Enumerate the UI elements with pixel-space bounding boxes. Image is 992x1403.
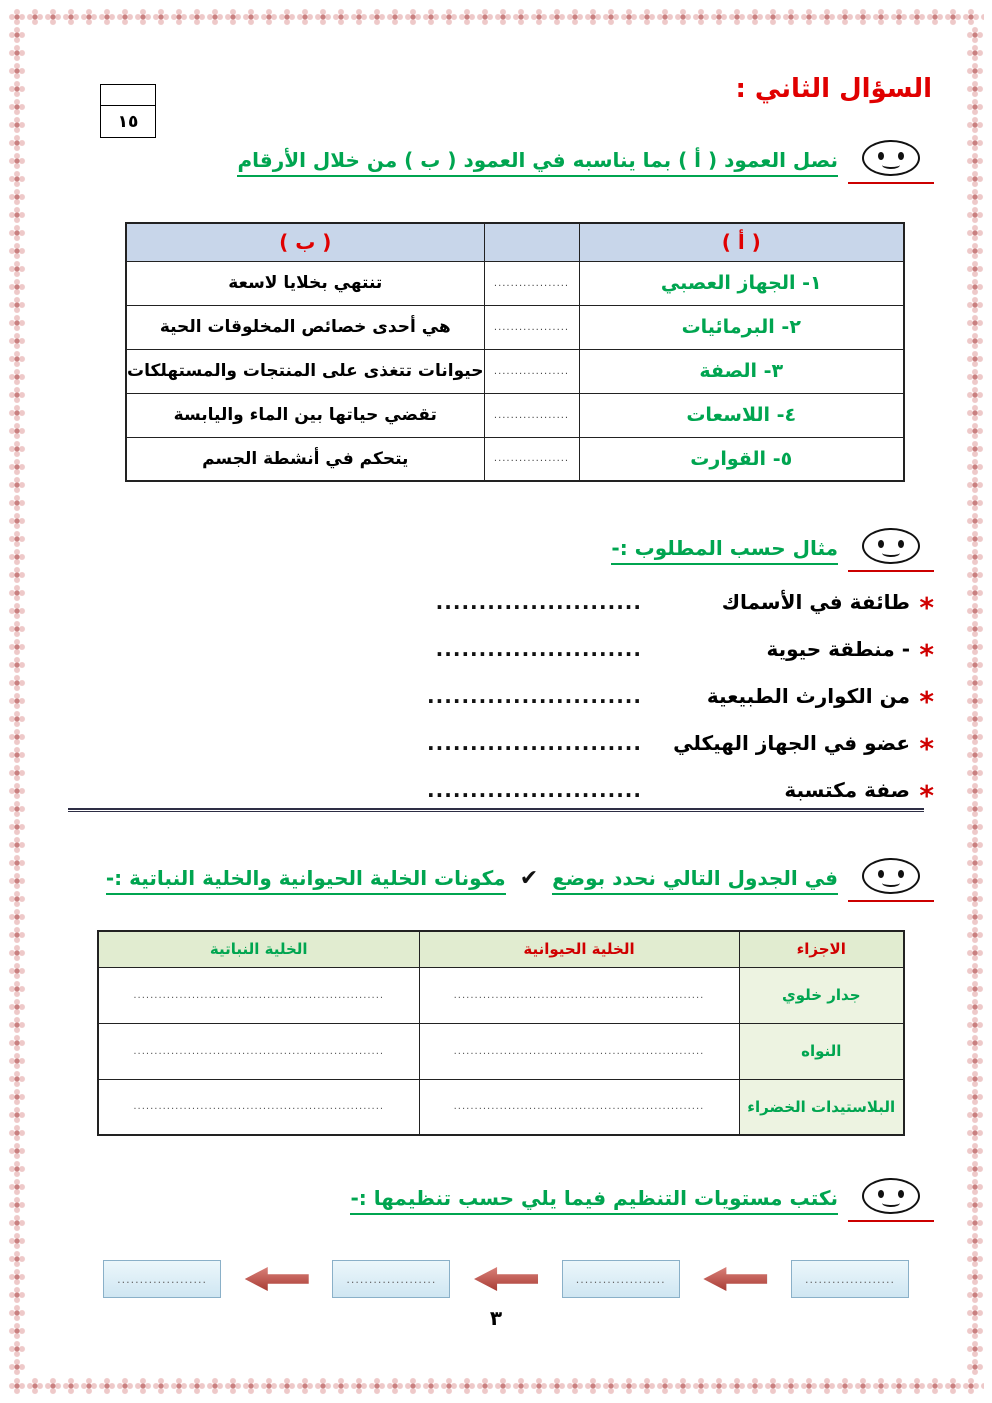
example-label: - منطقة حيوية <box>766 636 910 661</box>
smiley-face-icon <box>862 1178 920 1214</box>
cell-components-table <box>97 930 905 1136</box>
score-box-empty-cell <box>100 84 156 106</box>
answer-blank[interactable]: ......................... <box>427 777 642 802</box>
parts-column-header: الاجزاء <box>739 931 904 967</box>
match-item-b: يتحكم في أنشطة الجسم <box>126 437 484 481</box>
column-b-header: ( ب ) <box>126 223 484 261</box>
section4-heading <box>350 1178 934 1222</box>
left-arrow-icon <box>703 1267 767 1291</box>
answer-blank[interactable]: .................. <box>484 393 579 437</box>
smiley-mouth-icon <box>882 161 900 169</box>
answer-blank[interactable]: ............................................................ <box>419 967 739 1023</box>
match-item-a: ٣- الصفة <box>579 349 904 393</box>
page-number: ٣ <box>489 1306 503 1330</box>
score-value: ١٥ <box>100 106 156 138</box>
answer-blank[interactable]: .................. <box>484 437 579 481</box>
list-item <box>314 719 934 766</box>
checkmark-icon: ✔ <box>519 866 539 891</box>
table-row <box>126 261 904 305</box>
section-divider <box>68 808 924 812</box>
section2-heading <box>611 528 934 572</box>
table-row <box>98 1023 904 1079</box>
score-box <box>100 84 156 138</box>
example-label: من الكوارث الطبيعية <box>706 683 910 708</box>
section3-heading-text-after: مكونات الخلية الحيوانية والخلية النباتية :- <box>106 866 506 895</box>
bullet-asterisk-icon: * <box>919 591 934 625</box>
animal-cell-column-header: الخلية الحيوانية <box>419 931 739 967</box>
smiley-mouth-icon <box>882 879 900 887</box>
smiley-face-icon <box>862 528 920 564</box>
smiley-eye-icon <box>878 1190 884 1198</box>
answer-blank[interactable]: ............................................................ <box>419 1079 739 1135</box>
matching-table-body <box>126 261 904 481</box>
answer-blank[interactable]: .................. <box>484 305 579 349</box>
match-item-a: ٢- البرمائيات <box>579 305 904 349</box>
answer-blank[interactable]: ............................................................ <box>419 1023 739 1079</box>
smiley-eye-icon <box>898 540 904 548</box>
matching-table-head <box>126 223 904 261</box>
table-row <box>98 967 904 1023</box>
example-label: صفة مكتسبة <box>784 777 910 802</box>
section1-heading <box>237 140 934 184</box>
decorative-border-right <box>966 26 984 1377</box>
match-item-b: تقضي حياتها بين الماء واليابسة <box>126 393 484 437</box>
example-label: طائفة في الأسماك <box>721 589 910 614</box>
cell-part-label: جدار خلوي <box>739 967 904 1023</box>
answer-blank[interactable]: ........................ <box>435 589 642 614</box>
matching-table-header-row <box>126 223 904 261</box>
organization-levels-flow <box>103 1258 909 1300</box>
smiley-eye-icon <box>898 152 904 160</box>
answers-column-header <box>484 223 579 261</box>
decorative-border-bottom <box>8 1377 984 1395</box>
answer-blank[interactable]: .................. <box>484 349 579 393</box>
table-row <box>98 1079 904 1135</box>
table-row <box>126 349 904 393</box>
bullet-asterisk-icon: * <box>919 779 934 813</box>
section3-heading-text-before: في الجدول التالي نحدد بوضع <box>552 866 838 895</box>
answer-blank[interactable]: ............................................................ <box>98 1079 419 1135</box>
section3-heading <box>106 858 934 902</box>
left-arrow-icon <box>245 1267 309 1291</box>
flow-box-blank[interactable]: .................... <box>562 1260 680 1298</box>
bullet-asterisk-icon: * <box>919 685 934 719</box>
matching-table <box>125 222 905 482</box>
decorative-border-left <box>8 26 26 1377</box>
match-item-a: ٥- القوارت <box>579 437 904 481</box>
smiley-eye-icon <box>898 1190 904 1198</box>
flow-box-blank[interactable]: .................... <box>332 1260 450 1298</box>
match-item-a: ١- الجهاز العصبي <box>579 261 904 305</box>
flow-box-blank[interactable]: .................... <box>103 1260 221 1298</box>
smiley-mouth-icon <box>882 549 900 557</box>
smiley-mouth-icon <box>882 1199 900 1207</box>
smiley-icon <box>848 528 934 572</box>
answer-blank[interactable]: ......................... <box>427 730 642 755</box>
answer-blank[interactable]: ............................................................ <box>98 1023 419 1079</box>
section1-heading-text: نصل العمود ( أ ) بما يناسبه في العمود ( ب ) من خلال الأرقام <box>237 148 838 177</box>
match-item-b: هي أحدى خصائص المخلوقات الحية <box>126 305 484 349</box>
answer-blank[interactable]: ........................ <box>435 636 642 661</box>
list-item <box>314 625 934 672</box>
question-title: السؤال الثاني : <box>735 74 932 104</box>
section2-heading-text: مثال حسب المطلوب :- <box>611 536 838 565</box>
decorative-border-top <box>8 8 984 26</box>
match-item-a: ٤- اللاسعات <box>579 393 904 437</box>
list-item <box>314 578 934 625</box>
column-a-header: ( أ ) <box>579 223 904 261</box>
table-row <box>126 305 904 349</box>
smiley-face-icon <box>862 858 920 894</box>
match-item-b: حيوانات تتغذى على المنتجات والمستهلكات <box>126 349 484 393</box>
bullet-asterisk-icon: * <box>919 638 934 672</box>
bullet-asterisk-icon: * <box>919 732 934 766</box>
smiley-icon <box>848 858 934 902</box>
cell-table-head <box>98 931 904 967</box>
answer-blank[interactable]: ............................................................ <box>98 967 419 1023</box>
table-row <box>126 393 904 437</box>
smiley-icon <box>848 140 934 184</box>
smiley-eye-icon <box>878 540 884 548</box>
cell-part-label: النواه <box>739 1023 904 1079</box>
cell-part-label: البلاستيدات الخضراء <box>739 1079 904 1135</box>
flow-box-blank[interactable]: .................... <box>791 1260 909 1298</box>
match-item-b: تنتهي بخلايا لاسعة <box>126 261 484 305</box>
list-item <box>314 672 934 719</box>
smiley-face-icon <box>862 140 920 176</box>
section4-heading-text: نكتب مستويات التنظيم فيما يلي حسب تنظيمها :- <box>350 1186 838 1215</box>
smiley-eye-icon <box>898 870 904 878</box>
cell-table-body <box>98 967 904 1135</box>
answer-blank[interactable]: .................. <box>484 261 579 305</box>
example-label: عضو في الجهاز الهيكلي <box>673 730 910 755</box>
table-row <box>126 437 904 481</box>
list-item <box>314 766 934 813</box>
answer-blank[interactable]: ......................... <box>427 683 642 708</box>
smiley-eye-icon <box>878 870 884 878</box>
plant-cell-column-header: الخلية النباتية <box>98 931 419 967</box>
smiley-eye-icon <box>878 152 884 160</box>
left-arrow-icon <box>474 1267 538 1291</box>
example-list <box>314 578 934 813</box>
smiley-icon <box>848 1178 934 1222</box>
cell-table-header-row <box>98 931 904 967</box>
